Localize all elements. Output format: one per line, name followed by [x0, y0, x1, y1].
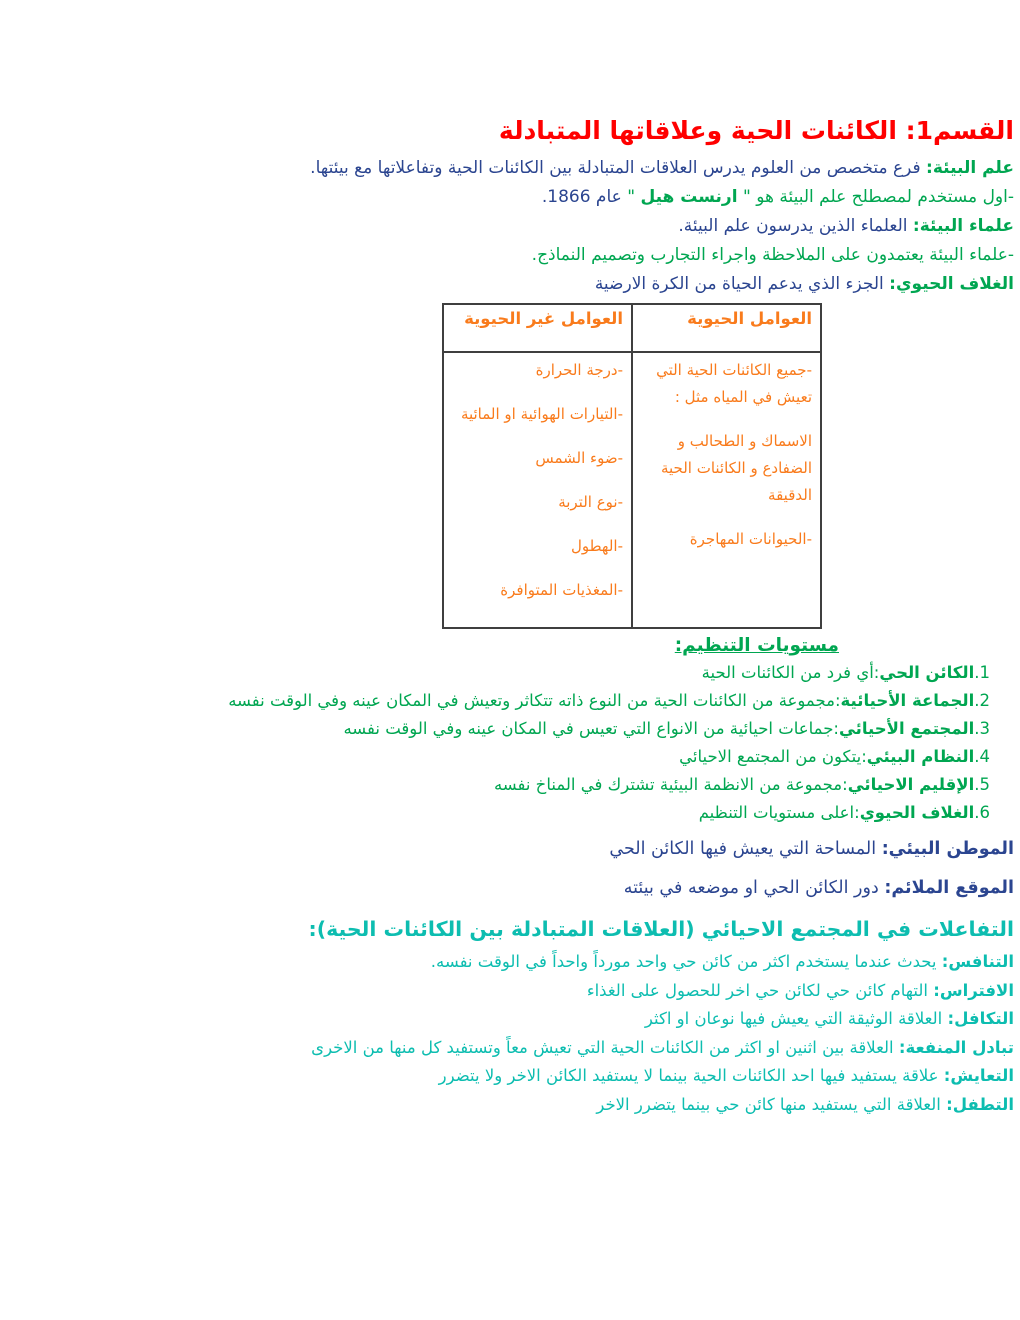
interaction-term: الافتراس: [933, 980, 1014, 1000]
biotic-factor-item: -الحيوانات المهاجرة [689, 530, 812, 548]
biotic-factors-header: العوامل الحيوية [632, 304, 821, 352]
interaction-definition: العلاقة التي يستفيد منها كائن حي بينما يتضرر الاخر [596, 1094, 947, 1114]
interactions-heading: التفاعلات في المجتمع الاحيائي (العلاقات المتبادلة بين الكائنات الحية): [308, 917, 1014, 941]
definition-text: فرع متخصص من العلوم يدرس العلاقات المتبادلة بين الكائنات الحية وتفاعلاتها مع بيئتها. [310, 158, 927, 178]
line-text: -اول مستخدم لمصطلح علم البيئة هو " [737, 187, 1014, 207]
level-term: الغلاف الحيوي [859, 803, 975, 822]
level-item [30, 799, 990, 827]
level-number: 6. [974, 803, 990, 822]
organization-levels-list [10, 659, 1014, 827]
niche-definition-line [10, 874, 1014, 902]
abiotic-factors-header: العوامل غير الحيوية [443, 304, 632, 352]
level-number: 5. [974, 775, 990, 794]
level-item [30, 659, 990, 687]
factors-table [442, 303, 822, 629]
level-definition: :يتكون من المجتمع الاحيائي [679, 747, 867, 766]
abiotic-factors-cell [443, 352, 632, 628]
level-item [30, 771, 990, 799]
term-label: علماء البيئة: [912, 216, 1014, 236]
level-term: الجماعة الأحيائية [840, 691, 975, 710]
abiotic-factor-item: -المغذيات المتوافرة [500, 581, 623, 599]
level-definition: :أي فرد من الكائنات الحية [701, 663, 880, 682]
interaction-term: التعايش: [943, 1066, 1014, 1085]
definition-text: دور الكائن الحي او موضعه في بيئته [623, 878, 885, 898]
level-item [30, 687, 990, 715]
level-item [30, 715, 990, 743]
level-term: المجتمع الأحيائي [838, 719, 975, 738]
interaction-item [10, 1062, 1014, 1091]
intro-section [10, 154, 1014, 299]
level-term: الإقليم الاحيائي [847, 775, 975, 794]
scientist-name: ارنست هيل [640, 187, 738, 207]
definition-text: المساحة التي يعيش فيها الكائن الحي [609, 839, 882, 859]
abiotic-factor-item: -الهطول [570, 537, 623, 555]
interaction-definition: علاقة يستفيد فيها احد الكائنات الحية بينما لا يستفيد الكائن الاخر ولا يتضرر [438, 1066, 944, 1085]
interaction-term: التطفل: [946, 1094, 1014, 1114]
page-title: القسم1: الكائنات الحية وعلاقاتها المتبادلة [498, 116, 1014, 145]
interactions-list [10, 948, 1014, 1119]
abiotic-factor-item: -درجة الحرارة [535, 361, 623, 379]
level-number: 4. [974, 747, 990, 766]
term-label: الموقع الملائم: [884, 878, 1014, 898]
term-label: علم البيئة: [926, 158, 1014, 178]
interaction-definition: العلاقة الوثيقة التي يعيش فيها نوعان او اكثر [644, 1009, 948, 1028]
factors-table-body-row [443, 352, 821, 628]
ecologists-definition-line [10, 212, 1014, 241]
levels-heading: مستويات التنظيم: [674, 635, 839, 656]
abiotic-factor-item: -ضوء الشمس [535, 449, 623, 467]
level-definition: :اعلى مستويات التنظيم [698, 803, 860, 822]
level-number: 1. [974, 663, 990, 682]
term-label: الغلاف الحيوي: [889, 274, 1014, 294]
biotic-factors-cell [632, 352, 821, 628]
definition-text: الجزء الذي يدعم الحياة من الكرة الارضية [594, 274, 890, 294]
interaction-item [10, 1005, 1014, 1034]
ecology-definition-line [10, 154, 1014, 183]
interaction-item [10, 1034, 1014, 1063]
factors-table-header-row [443, 304, 821, 352]
line-text: " [621, 187, 641, 207]
interaction-term: تبادل المنفعة: [898, 1037, 1014, 1057]
interaction-item [10, 948, 1014, 977]
level-term: النظام البيئي [866, 747, 975, 766]
level-number: 3. [974, 719, 990, 738]
abiotic-factor-item: -نوع التربة [558, 493, 623, 511]
level-definition: :مجموعة من الانظمة البيئية تشترك في المناخ نفسه [493, 775, 848, 794]
interaction-definition: العلاقة بين اثنين او اكثر من الكائنات الحية التي تعيش معاً وتستفيد كل منها من الاخرى [311, 1037, 899, 1057]
first-use-line [10, 183, 1014, 212]
biotic-factor-item: -جميع الكائنات الحية التي تعيش في المياه مثل : [656, 361, 812, 406]
abiotic-factor-item: -التيارات الهوائية او المائية [460, 405, 623, 423]
level-definition: :جماعات احيائية من الانواع التي تعيس في المكان عينه وفي الوقت نفسه [343, 719, 839, 738]
interaction-item [10, 977, 1014, 1006]
interaction-item [10, 1091, 1014, 1120]
interaction-definition: يحدث عندما يستخدم اكثر من كائن حي واحد مورداً واحداً في الوقت نفسه. [430, 952, 942, 971]
interaction-term: التكافل: [947, 1009, 1014, 1028]
line-text: -علماء البيئة يعتمدون على الملاحظة واجراء التجارب وتصميم النماذج. [531, 245, 1014, 265]
interaction-definition: التهام كائن حي لكائن حي اخر للحصول على الغذاء [586, 980, 934, 1000]
habitat-definition-line [10, 835, 1014, 863]
year-text: عام 1866. [541, 187, 622, 207]
definition-text: العلماء الذين يدرسون علم البيئة. [678, 216, 913, 236]
level-term: الكائن الحي [879, 663, 975, 682]
level-number: 2. [974, 691, 990, 710]
biosphere-definition-line [10, 270, 1014, 299]
biotic-factor-item: الاسماك و الطحالب و الضفادع و الكائنات الحية الدقيقة [660, 432, 812, 504]
interaction-term: التنافس: [941, 952, 1014, 971]
level-item [30, 743, 990, 771]
term-label: الموطن البيئي: [881, 839, 1014, 859]
methods-line [10, 241, 1014, 270]
level-definition: :مجموعة من الكائنات الحية من النوع ذاته تتكاثر وتعيش في المكان عينه وفي الوقت نفسه [228, 691, 841, 710]
